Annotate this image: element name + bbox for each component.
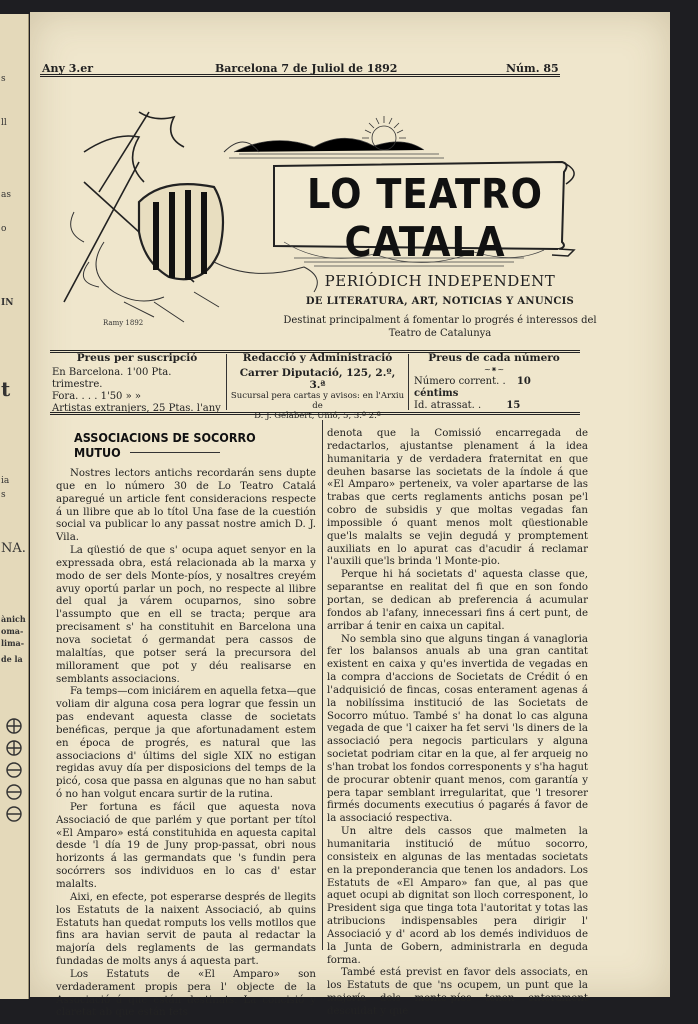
header-rule [40,74,560,77]
artist-signature: Ramy 1892 [103,319,144,327]
administration-address: Carrer Diputació, 125, 2.º, 3.ª [239,367,396,391]
prev-page-fragment: as [1,190,11,200]
prev-page-fragment: ll [1,118,7,128]
spine-advertisement [2,714,26,999]
paragraph: Aixi, en efecte, pot esperarse després de llegits los Estatuts de la naixent Associació, ab quins Estatuts han quedat romputs los vells motllos que fins ara havian servit de pauta al redactar la majoría dels reglaments de las germandats fundadas de molts anys á aquesta part. [56,891,316,968]
article-column-right [327,428,588,1019]
prev-page-fragment: NA. [1,541,26,556]
paragraph: També está previst en favor dels associats, en los Estatuts de que 'ns ocupem, un punt que la majoría dels monte-píos tenen enterament descuidat y que [327,967,588,1017]
newspaper-title: LO TEATRO CATALA [307,170,543,266]
subscription-line: Artistas extranjers, 25 Ptas. l'any [52,403,221,414]
subscription-line: En Barcelona. 1'00 Pta. trimestre. [52,367,172,390]
column-divider [322,420,323,950]
issue-year: Any 3.er [42,62,94,75]
paragraph: La qüestió de que s' ocupa aquet senyor en la expressada obra, está relacionada ab la marxa y modo de ser dels Monte-píos, y nosaltres creyém avuy oportú parlar un poch, no respecte al llibre del qual ja várem ocuparnos, sino sobre l'assumpto que en ell se tracta; perque ara precisament s' ha constituhit en Barcelona una nova societat ó germandat pera cassos de malaltías, que potser será la precursora del millorament que pot y déu realisarse en semblants associacions. [56,545,316,685]
prev-page-fragment: de la [1,654,23,664]
info-divider [226,354,227,410]
prices-title: Preus de cada número [428,352,560,364]
paragraph: No sembla sino que alguns tingan á vanagloria fer los balansos anuals ab una gran cantitat existent en caixa y qu'es invertida de vegadas en la compra d'accions de Societats de Crédit ó en l'adquisició de fincas, cosas enterament agenas á la nobilíssima institució de las Societats de Socorro mútuo. També s' ha donat lo cas alguna vegada de que 'l caixer ha fet servi 'ls diners de la associació pera negocis particulars y alguna societat podriam citar en la que, al fer arqueig no s'han trobat los fondos corresponents y s'ha hagut de procurar obtenir quant menos, com garantía y pera tapar semblant irregularitat, que 'l tresorer firmés documents executius ó pagarés á favor de la associació respectiva. [327,633,588,825]
prev-page-fragment: ànich [1,614,26,624]
article-column-left [56,468,316,1020]
paragraph: Fa temps—com iniciárem en aquella fetxa—que voliam dir alguna cosa pera lograr que fessin un pas endevant aquesta classe de societats benéficas, perque ja que afortunadament estem en época de progrés, es natural que las associacions d' últims del sigle XIX no estigan regidas avuy día per disposicions del temps de la picó, cosa que passa en algunas que no han sabut ó no han volgut encara surtir de la rutina. [56,686,316,801]
issue-date: Barcelona 7 de Juliol de 1892 [215,62,398,75]
administration-branch: D. J. Gelabert, Unió, 5, 3.º 2.ª [254,411,381,421]
price-label: Id. atrassat. . [414,400,482,411]
ornament-icon [2,714,26,854]
paragraph: Per fortuna es fácil que aquesta nova Associació de que parlém y que portant per títol «El Amparo» está constituhida en aquesta capital desde 'l día 19 de Juny prop-passat, obri nous horizonts á las germandats que 's fundin pera socórrers sos individuos en lo cas d' estar malalts. [56,801,316,890]
newspaper-purpose: Destinat principalment á fomentar lo progrés é interessos del Teatro de Catalunya [283,315,597,339]
paragraph: denota que la Comissió encarregada de redactarlos, ajustantse plenament á la idea humanitaria y de verdadera fraternitat en que deuhen basarse las societats de la índole á que «El Amparo» perteneix, va voler apartarse de las trabas que certs reglaments antichs posan pe'l cobro de subsidis y que moltas vegadas fan impossible ó quant menos molt qüestionable que'ls malalts se vejin degudá y promptement auxiliats en lo apurat cas d'acudir á reclamar l'auxili que'ls brinda 'l Monte-pio. [327,428,588,568]
prev-page-fragment: ia [1,476,10,486]
paragraph: Un altre dels cassos que malmeten la humanitaria institució de mútuo socorro, consisteix en algunas de las mentadas societats en la preponderancia que tenen los andadors. Los Estatuts de «El Amparo» fan que, al pas que aquet ocupi ab dignitat son lloch corresponent, lo President siga que tinga tota l'autoritat y totas las atribucions indispensables pera dirigir l' Associació y d' acord ab los demés individuos de la Junta de Gobern, administrarla en deguda forma. [327,826,588,966]
newspaper-page [30,12,670,1019]
subscription-title: Preus per suscripció [76,352,198,364]
newspaper-subtitle: PERIÓDICH INDEPENDENT [324,272,556,290]
prev-page-fragment: IN [1,298,14,308]
article-title: ASSOCIACIONS DE SOCORRO MUTUO [74,430,256,460]
paragraph: Perque hi há societats d' aquesta classe que, separantse en realitat del fi que en son fondo portan, se dedican ab preferencia á acumular fondos ab l'afany, innecessari fins á cert punt, de arribar á tenir en caixa un capital. [327,569,588,632]
subscription-line: Fora. . . . 1'50 » » [52,391,142,402]
info-bottom-rule [50,412,580,415]
price-value: 10 céntims [414,376,531,399]
price-label: Número corrent. . [414,376,506,387]
prev-page-fragment: o [1,224,7,234]
ornament-icon: ~⁕~ [483,365,505,374]
prices-box [414,352,574,412]
issue-number: Núm. 85 [506,62,559,75]
subscription-box [52,352,222,415]
title-underline [130,452,220,453]
administration-branch: Sucursal pera cartas y avisos: en l'Arxiu de [230,391,405,411]
paragraph: Nostres lectors antichs recordarán sens dupte que en lo número 30 de Lo Teatro Catalá aparegué un article fent consideracions respecte á un llibre que ab lo títol Una fase de la cuestión social va publicar lo any passat nostre amich D. J. Vila. [56,468,316,544]
info-divider [408,354,409,410]
prev-page-fragment: oma- [1,626,24,636]
paragraph: Los Estatuts de «El Amparo» son verdaderament propis pera l' objecte de la Associació á que están destinats. La concisió y claretat ab que están fets [56,968,316,1019]
prev-page-fragment: lima- [1,638,25,648]
price-value: 15 [506,400,521,411]
administration-title: Redacció y Administració [242,352,393,364]
previous-page-edge [0,14,29,999]
administration-box [230,352,405,421]
prev-page-fragment: s [1,74,6,84]
newspaper-topics: DE LITERATURA, ART, NOTICIAS Y ANUNCIS [305,296,575,307]
prev-page-fragment: s [1,490,6,500]
prev-page-fragment: t [1,377,11,401]
